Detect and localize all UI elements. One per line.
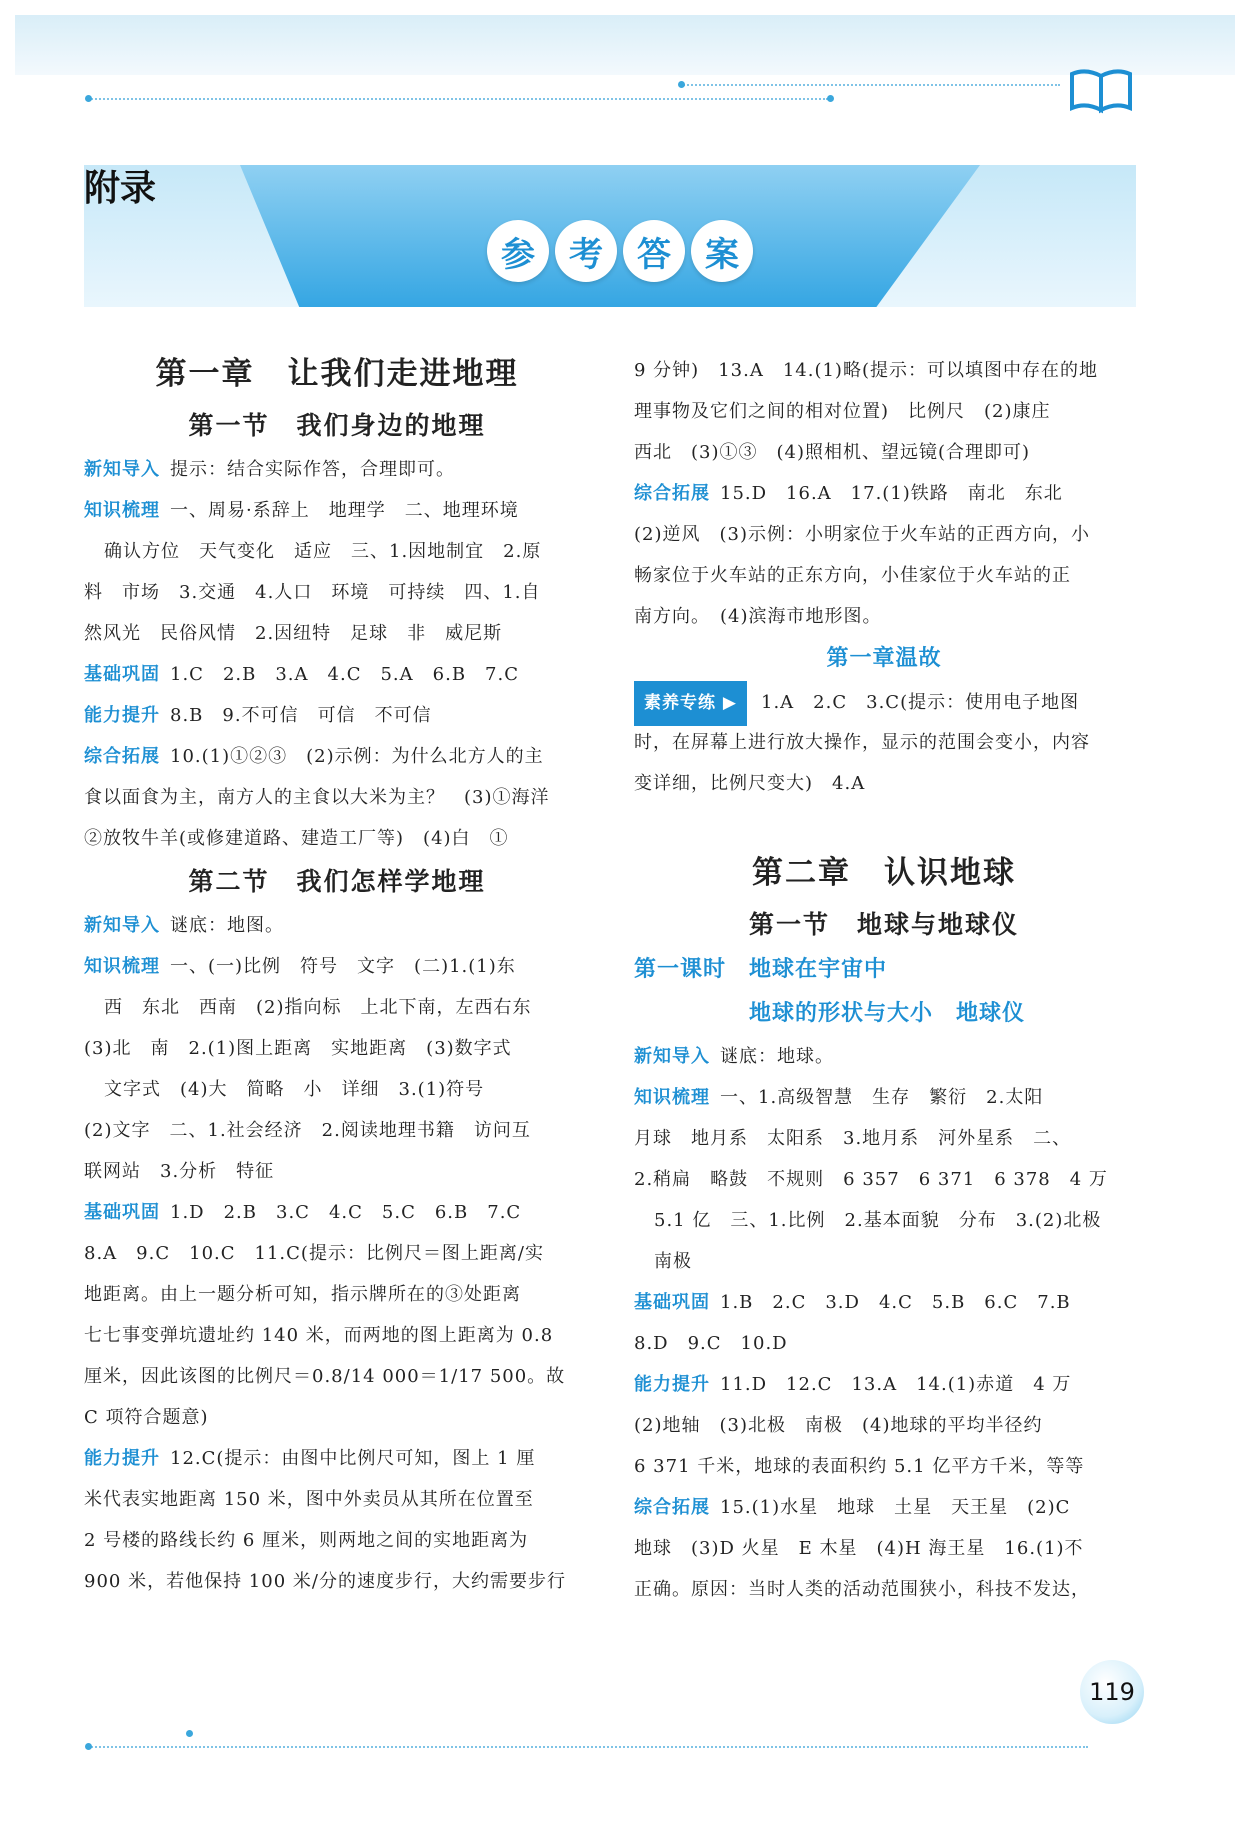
answer-text: 地距离。由上一题分析可知，指示牌所在的③处距离 (84, 1284, 521, 1305)
answer-section-tag: 知识梳理 (634, 1087, 710, 1108)
answer-text: 15.(1)水星 地球 土星 天王星 (2)C (720, 1497, 1071, 1518)
answer-line (634, 596, 1134, 637)
rule-dot (186, 1730, 193, 1737)
answer-section-tag: 综合拓展 (634, 483, 710, 504)
answer-section-tag: 基础巩固 (84, 1202, 160, 1223)
lesson-heading: 地球的形状与大小 地球仪 (634, 1001, 1026, 1026)
answer-line (84, 946, 590, 987)
rule-dot (85, 95, 92, 102)
answer-line (634, 1077, 1134, 1118)
answer-text: 变详细，比例尺变大) 4.A (634, 773, 866, 794)
answer-line (634, 1446, 1134, 1487)
answer-text: 1.D 2.B 3.C 4.C 5.C 6.B 7.C (170, 1202, 522, 1223)
answer-text: 谜底：地球。 (720, 1046, 834, 1067)
answer-line (634, 350, 1134, 391)
answer-line (84, 1192, 590, 1233)
left-column (84, 345, 590, 1602)
answer-line (84, 818, 590, 859)
answer-text: 8.B 9.不可信 可信 不可信 (170, 705, 432, 726)
answer-text: 文字式 (4)大 简略 小 详细 3.(1)符号 (104, 1079, 485, 1100)
answer-text: 900 米，若他保持 100 米/分的速度步行，大约需要步行 (84, 1571, 566, 1592)
answer-text: 联网站 3.分析 特征 (84, 1161, 275, 1182)
banner-char: 案 (691, 220, 753, 282)
answer-text: 确认方位 天气变化 适应 三、1.因地制宜 2.原 (104, 541, 542, 562)
answer-line (84, 736, 590, 777)
answer-text: 2 号楼的路线长约 6 厘米，则两地之间的实地距离为 (84, 1530, 529, 1551)
answer-section-tag: 基础巩固 (84, 664, 160, 685)
answer-text: 畅家位于火车站的正东方向，小佳家位于火车站的正 (634, 565, 1071, 586)
answer-line (84, 905, 590, 946)
rule-dot (85, 1743, 92, 1750)
answer-section-tag: 新知导入 (84, 915, 160, 936)
answer-text: ②放牧牛羊(或修建道路、建造工厂等) (4)白 ① (84, 828, 509, 849)
answer-line (634, 1159, 1134, 1200)
answer-text: 5.1 亿 三、1.比例 2.基本面貌 分布 3.(2)北极 (654, 1210, 1102, 1231)
answer-text: 1.A 2.C 3.C(提示：使用电子地图 (761, 692, 1080, 713)
answer-text: 谜底：地图。 (170, 915, 284, 936)
answer-text: 8.D 9.C 10.D (634, 1333, 788, 1354)
bottom-dotted-rule (88, 1746, 1088, 1748)
answer-line (84, 1438, 590, 1479)
answer-text: 12.C(提示：由图中比例尺可知，图上 1 厘 (170, 1448, 536, 1469)
answer-text: 1.B 2.C 3.D 4.C 5.B 6.C 7.B (720, 1292, 1071, 1313)
lesson-heading: 第一课时 地球在宇宙中 (634, 957, 888, 982)
answer-line (634, 1487, 1134, 1528)
banner-char: 考 (555, 220, 617, 282)
answer-line (84, 1356, 590, 1397)
answer-line (634, 1364, 1134, 1405)
answer-line (634, 1118, 1134, 1159)
answer-line (634, 681, 1134, 722)
answer-text: (3)北 南 2.(1)图上距离 实地距离 (3)数字式 (84, 1038, 512, 1059)
page-number: 119 (1080, 1660, 1144, 1724)
answer-text: 时，在屏幕上进行放大操作，显示的范围会变小，内容 (634, 732, 1090, 753)
appendix-title: 附录 (84, 168, 157, 209)
answer-line (634, 555, 1134, 596)
answer-line (634, 1036, 1134, 1077)
spacer (634, 804, 1134, 844)
answer-line (84, 1274, 590, 1315)
answer-section-tag: 基础巩固 (634, 1292, 710, 1313)
answer-line (84, 1315, 590, 1356)
answer-text: 10.(1)①②③ (2)示例：为什么北方人的主 (170, 746, 544, 767)
answer-text: 月球 地月系 太阳系 3.地月系 河外星系 二、 (634, 1128, 1072, 1149)
answer-line (84, 531, 590, 572)
answer-text: 正确。原因：当时人类的活动范围狭小，科技不发达， (634, 1579, 1090, 1600)
answer-text: 2.稍扁 略鼓 不规则 6 357 6 371 6 378 4 万 (634, 1169, 1108, 1190)
answer-line (84, 1397, 590, 1438)
answer-section-tag: 能力提升 (634, 1374, 710, 1395)
banner-char: 答 (623, 220, 685, 282)
answer-section-tag: 综合拓展 (84, 746, 160, 767)
answer-line (84, 695, 590, 736)
answer-text: (2)地轴 (3)北极 南极 (4)地球的平均半径约 (634, 1415, 1043, 1436)
top-dotted-rule (88, 98, 828, 100)
answer-line (84, 1561, 590, 1602)
answer-line (634, 391, 1134, 432)
answer-text: 米代表实地距离 150 米，图中外卖员从其所在位置至 (84, 1489, 534, 1510)
answer-text: 厘米，因此该图的比例尺＝0.8/14 000＝1/17 500。故 (84, 1366, 566, 1387)
answer-text: 地球 (3)D 火星 E 木星 (4)H 海王星 16.(1)不 (634, 1538, 1084, 1559)
answer-line (84, 490, 590, 531)
answer-line (84, 1069, 590, 1110)
answer-section-tag: 新知导入 (84, 459, 160, 480)
answer-line (634, 1528, 1134, 1569)
chapter-heading: 第二章 认识地球 (752, 855, 1016, 891)
rule-dot (827, 95, 834, 102)
answer-text: 食以面食为主，南方人的主食以大米为主？ (3)①海洋 (84, 787, 550, 808)
answer-text: 南极 (654, 1251, 692, 1272)
answer-section-tag: 能力提升 (84, 705, 160, 726)
answer-text: 料 市场 3.交通 4.人口 环境 可持续 四、1.自 (84, 582, 541, 603)
review-heading: 第一章温故 (826, 646, 942, 671)
answer-text: 然风光 民俗风情 2.因纽特 足球 非 威尼斯 (84, 623, 503, 644)
answer-text: 理事物及它们之间的相对位置) 比例尺 (2)康庄 (634, 401, 1051, 422)
answer-text: 8.A 9.C 10.C 11.C(提示：比例尺＝图上距离/实 (84, 1243, 545, 1264)
answer-section-tag: 知识梳理 (84, 956, 160, 977)
answer-line (84, 1233, 590, 1274)
answer-line (634, 1569, 1134, 1610)
right-column (634, 350, 1134, 1610)
answer-line (634, 514, 1134, 555)
answer-line (634, 1241, 1134, 1282)
answer-line (634, 1323, 1134, 1364)
answer-line (634, 473, 1134, 514)
answer-line (84, 613, 590, 654)
answer-line (84, 1151, 590, 1192)
answer-text: C 项符合题意) (84, 1407, 209, 1428)
answer-line (84, 987, 590, 1028)
answer-line (84, 1110, 590, 1151)
section-heading: 第二节 我们怎样学地理 (188, 867, 486, 896)
answer-text: 提示：结合实际作答，合理即可。 (170, 459, 455, 480)
answer-section-tag: 综合拓展 (634, 1497, 710, 1518)
section-heading: 第一节 地球与地球仪 (748, 910, 1019, 939)
answer-line (84, 572, 590, 613)
answer-text: (2)文字 二、1.社会经济 2.阅读地理书籍 访问互 (84, 1120, 531, 1141)
banner-char: 参 (487, 220, 549, 282)
answer-text: 15.D 16.A 17.(1)铁路 南北 东北 (720, 483, 1063, 504)
answer-banner-title (487, 220, 753, 282)
top-dotted-rule-right (680, 84, 1060, 86)
answer-section-tag: 能力提升 (84, 1448, 160, 1469)
answer-section-tag: 知识梳理 (84, 500, 160, 521)
answer-line (84, 1479, 590, 1520)
open-book-icon (1068, 66, 1134, 114)
answer-text: 一、周易·系辞上 地理学 二、地理环境 (170, 500, 519, 521)
answer-line (84, 1520, 590, 1561)
answer-section-tag: 新知导入 (634, 1046, 710, 1067)
rule-dot (678, 81, 685, 88)
answer-line (84, 777, 590, 818)
answer-text: 西 东北 西南 (2)指向标 上北下南，左西右东 (104, 997, 532, 1018)
answer-line (634, 722, 1134, 763)
answer-line (84, 1028, 590, 1069)
answer-text: 一、(一)比例 符号 文字 (二)1.(1)东 (170, 956, 516, 977)
answer-text: 七七事变弹坑遗址约 140 米，而两地的图上距离为 0.8 (84, 1325, 554, 1346)
answer-text: 西北 (3)①③ (4)照相机、望远镜(合理即可) (634, 442, 1031, 463)
answer-text: 1.C 2.B 3.A 4.C 5.A 6.B 7.C (170, 664, 519, 685)
section-heading: 第一节 我们身边的地理 (188, 411, 486, 440)
answer-text: 6 371 千米，地球的表面积约 5.1 亿平方千米，等等 (634, 1456, 1085, 1477)
answer-line (634, 1282, 1134, 1323)
answer-text: 11.D 12.C 13.A 14.(1)赤道 4 万 (720, 1374, 1072, 1395)
answer-text: 南方向。 (4)滨海市地形图。 (634, 606, 882, 627)
answer-line (634, 763, 1134, 804)
top-band (15, 15, 1235, 75)
answer-line (84, 449, 590, 490)
answer-line (634, 1405, 1134, 1446)
answer-line (634, 1200, 1134, 1241)
answer-text: (2)逆风 (3)示例：小明家位于火车站的正西方向，小 (634, 524, 1090, 545)
answer-line (634, 432, 1134, 473)
chapter-heading: 第一章 让我们走进地理 (155, 356, 519, 392)
answer-text: 一、1.高级智慧 生存 繁衍 2.太阳 (720, 1087, 1044, 1108)
answer-line (84, 654, 590, 695)
practice-badge: 素养专练 ▶ (634, 681, 747, 726)
answer-text: 9 分钟) 13.A 14.(1)略(提示：可以填图中存在的地 (634, 360, 1098, 381)
